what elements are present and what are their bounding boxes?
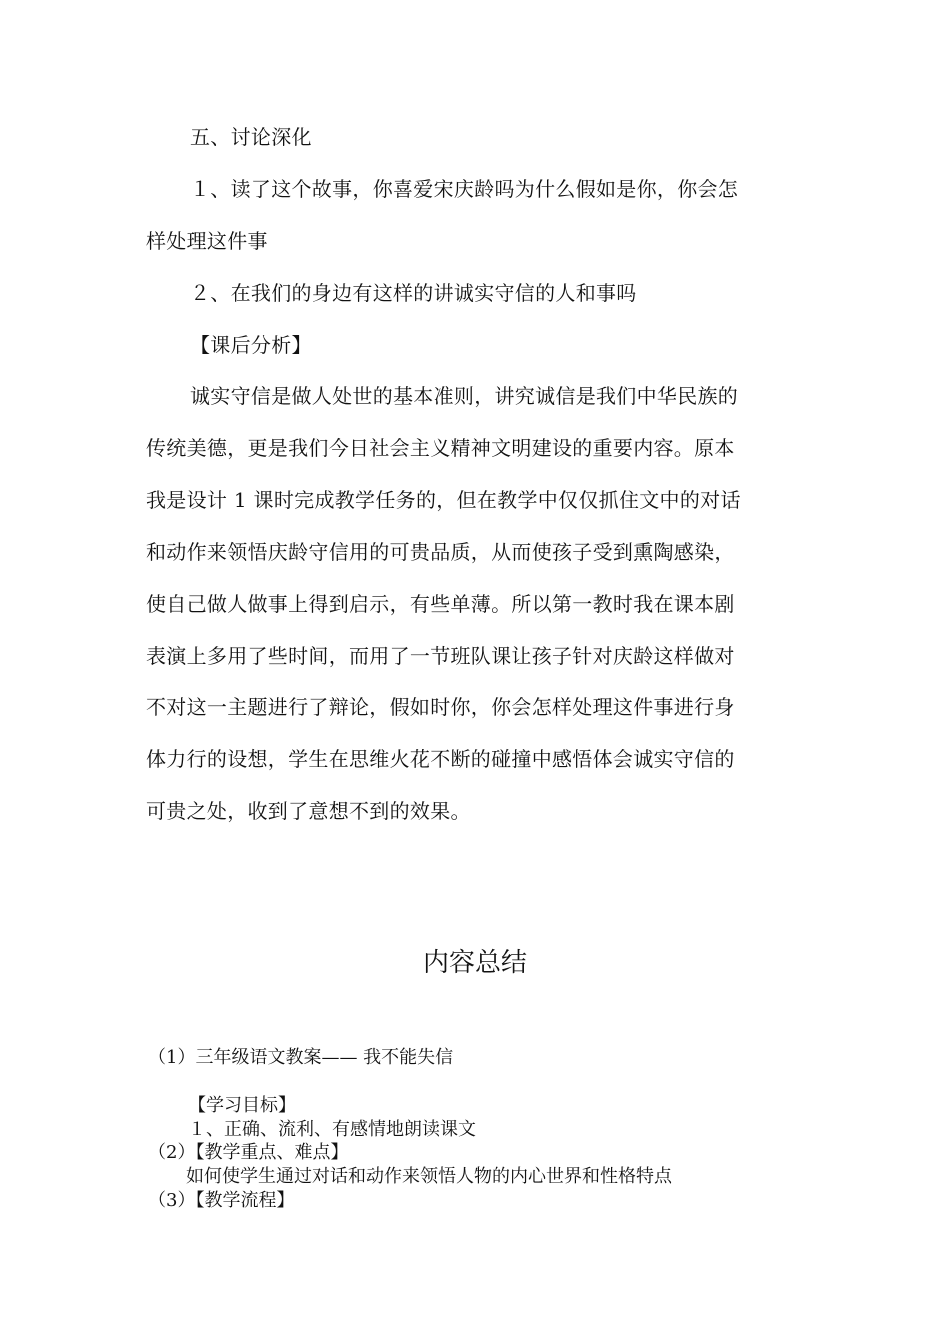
analysis-paragraph-line: 和动作来领悟庆龄守信用的可贵品质，从而使孩子受到熏陶感染， (146, 540, 735, 564)
analysis-paragraph-line: 我是设计 1 课时完成教学任务的，但在教学中仅仅抓住文中的对话 (146, 488, 741, 512)
analysis-paragraph-line: 可贵之处，收到了意想不到的效果。 (146, 799, 471, 823)
analysis-paragraph-line: 表演上多用了些时间，而用了一节班队课让孩子针对庆龄这样做对 (146, 644, 735, 668)
summary-item-3: （3）【教学流程】 (148, 1190, 295, 1211)
summary-item-2: （2）【教学重点、难点】 (148, 1142, 349, 1163)
analysis-paragraph-line: 不对这一主题进行了辩论，假如时你，你会怎样处理这件事进行身 (146, 695, 735, 719)
summary-title: 内容总结 (422, 948, 527, 978)
summary-item-1: （1）三年级语文教案—— 我不能失信 (148, 1047, 454, 1068)
analysis-paragraph-line: 体力行的设想，学生在思维火花不断的碰撞中感悟体会诚实守信的 (146, 747, 735, 771)
summary-item-2-text: 如何使学生通过对话和动作来领悟人物的内心世界和性格特点 (186, 1166, 672, 1187)
analysis-paragraph-line: 使自己做人做事上得到启示，有些单薄。所以第一教时我在课本剧 (146, 592, 735, 616)
section-heading: 五、讨论深化 (190, 125, 312, 149)
question-1-line-1: １、读了这个故事，你喜爱宋庆龄吗为什么假如是你，你会怎 (190, 177, 739, 201)
summary-goal-1: １、正确、流利、有感情地朗读课文 (188, 1119, 476, 1140)
analysis-paragraph-line: 诚实守信是做人处世的基本准则，讲究诚信是我们中华民族的 (190, 384, 739, 408)
analysis-paragraph-line: 传统美德，更是我们今日社会主义精神文明建设的重要内容。原本 (146, 436, 735, 460)
summary-goal-heading: 【学习目标】 (188, 1095, 296, 1116)
question-1-line-2: 样处理这件事 (146, 229, 268, 253)
analysis-heading: 【课后分析】 (190, 333, 312, 357)
question-2: ２、在我们的身边有这样的讲诚实守信的人和事吗 (190, 281, 637, 305)
